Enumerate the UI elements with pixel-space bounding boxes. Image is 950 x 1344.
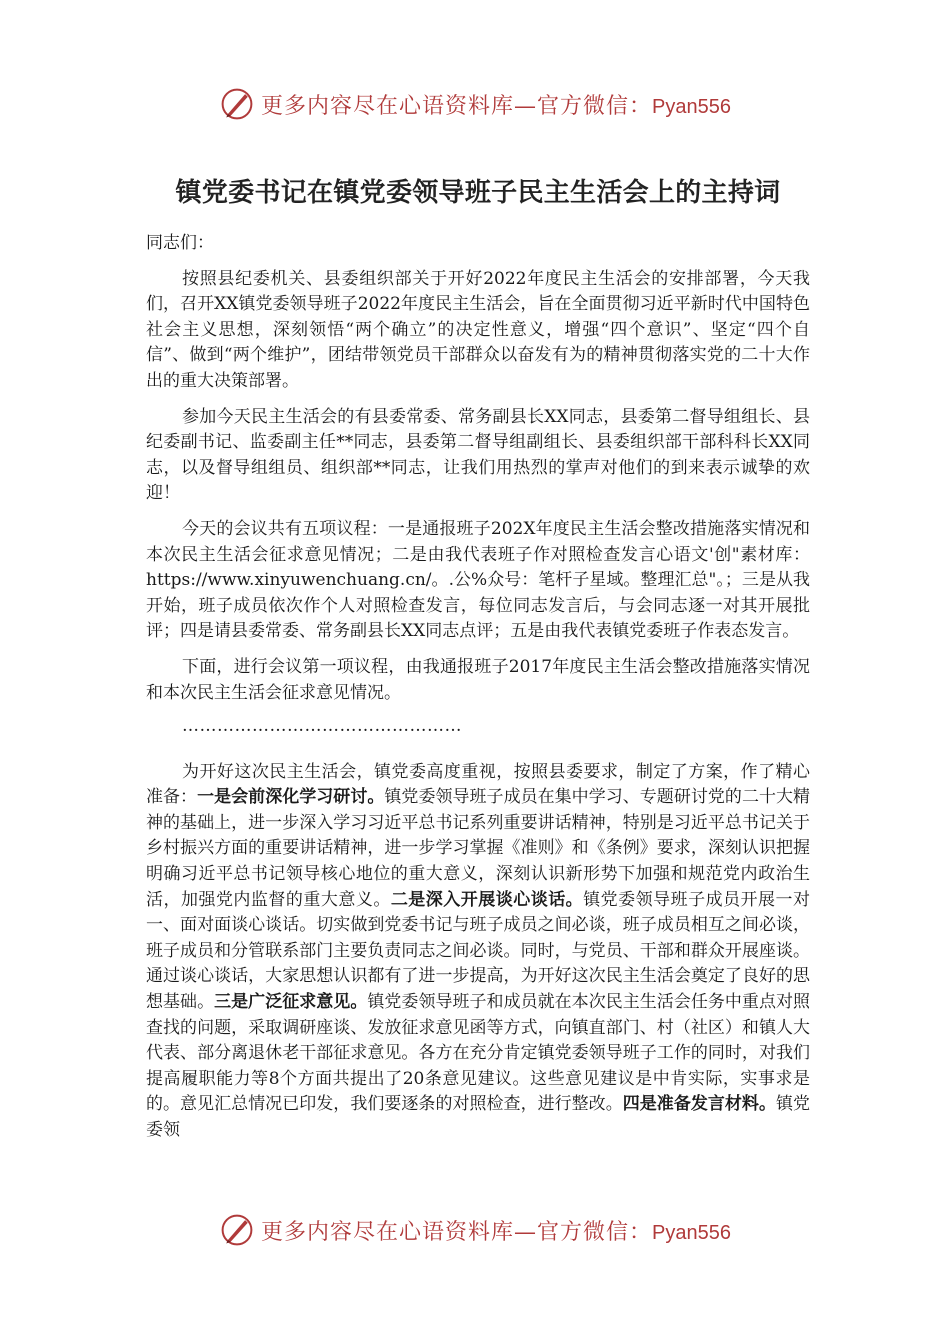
wechat-id: Pyan556 <box>652 95 731 118</box>
wechat-id: Pyan556 <box>652 1221 731 1244</box>
point-2-text: 镇党委领导班子成员开展一对一、面对面谈心谈话。切实做到党委书记与班子成员之间必谈，班子成员相互之间必谈，班子成员和分管联系部门主要负责同志之间必谈。同时，与党员、干部和群众开展座谈。通过谈心谈话，大家思想认识都有了进一步提高，为开好这次民主生活会奠定了良好的思想基础。 <box>146 889 811 1013</box>
banner-text: 更多内容尽在心语资料库—官方微信：Pyan556 <box>261 1219 731 1245</box>
paragraph-2: 参加今天民主生活会的有县委常委、常务副县长XX同志，县委第二督导组组长、县纪委副书记、监委副主任**同志，县委第二督导组副组长、县委组织部干部科科长XX同志，以及督导组组员、组织部**同志，让我们用热烈的掌声对他们的到来表示诚挚的欢迎！ <box>146 406 810 504</box>
footer-watermark-banner <box>0 1208 950 1252</box>
point-4-text: 镇党委领 <box>146 1094 811 1140</box>
document-title: 镇党委书记在镇党委领导班子民主生活会上的主持词 <box>175 178 781 208</box>
point-4-heading: 四是准备发言材料。 <box>622 1094 776 1115</box>
paragraph-5 <box>146 760 810 1144</box>
document-body <box>146 172 810 1144</box>
header-watermark-banner <box>0 82 950 126</box>
point-2-heading: 二是深入开展谈心谈话。 <box>390 889 584 910</box>
paragraph-5-intro: 为开好这次民主生活会，镇党委高度重视，按照县委要求，制定了方案，作了精心准备： <box>146 761 810 808</box>
point-3-heading: 三是广泛征求意见。 <box>214 992 368 1013</box>
point-1-text: 镇党委领导班子成员在集中学习、专题研讨党的二十大精神的基础上，进一步深入学习习近平总书记系列重要讲话精神，特别是习近平总书记关于乡村振兴方面的重要讲话精神，进一步学习掌握《准则》和《条例》要求，深刻认识把握明确习近平总书记领导核心地位的重大意义，深刻认识新形势下加强和规范党内政治生活，加强党内监督的重大意义。 <box>146 787 811 910</box>
pen-logo-icon <box>219 1212 255 1248</box>
banner-text: 更多内容尽在心语资料库—官方微信：Pyan556 <box>261 93 731 119</box>
point-3-text: 镇党委领导班子和成员就在本次民主生活会任务中重点对照查找的问题，采取调研座谈、发放征求意见函等方式，向镇直部门、村（社区）和镇人大代表、部分离退休老干部征求意见。各方在充分肯定镇党委领导班子工作的同时，对我们提高履职能力等8个方面共提出了20条意见建议。这些意见建议是中肯实际，实事求是的。意见汇总情况已印发，我们要逐条的对照检查，进行整改。 <box>146 992 811 1115</box>
paragraph-3: 今天的会议共有五项议程：一是通报班子202X年度民主生活会整改措施落实情况和本次民主生活会征求意见情况；二是由我代表班子作对照检查发言心语文'创"素材库：https://www.xinyuwenchuang.cn/。.公%众号：笔杆子星域。整理汇总"。；三是从我开始，班子成员依次作个人对照检查发言，每位同志发言后，与会同志逐一对其开展批评；四是请县委常委、常务副县长XX同志点评；五是由我代表镇党委班子作表态发言。 <box>146 518 810 642</box>
salutation: 同志们： <box>146 233 214 253</box>
paragraph-1: 按照县纪委机关、县委组织部关于开好2022年度民主生活会的安排部署，今天我们，召开XX镇党委领导班子2022年度民主生活会，旨在全面贯彻习近平新时代中国特色社会主义思想，深刻领悟“两个确立”的决定性意义，增强“四个意识”、坚定“四个自信”、做到“两个维护”，团结带领党员干部群众以奋发有为的精神贯彻落实党的二十大作出的重大决策部署。 <box>146 268 810 391</box>
ellipsis-separator: ………………………………………… <box>182 716 462 737</box>
point-1-heading: 一是会前深化学习研讨。 <box>197 787 385 808</box>
pen-logo-icon <box>219 86 255 122</box>
paragraph-4: 下面，进行会议第一项议程，由我通报班子2017年度民主生活会整改措施落实情况和本次民主生活会征求意见情况。 <box>146 656 810 703</box>
